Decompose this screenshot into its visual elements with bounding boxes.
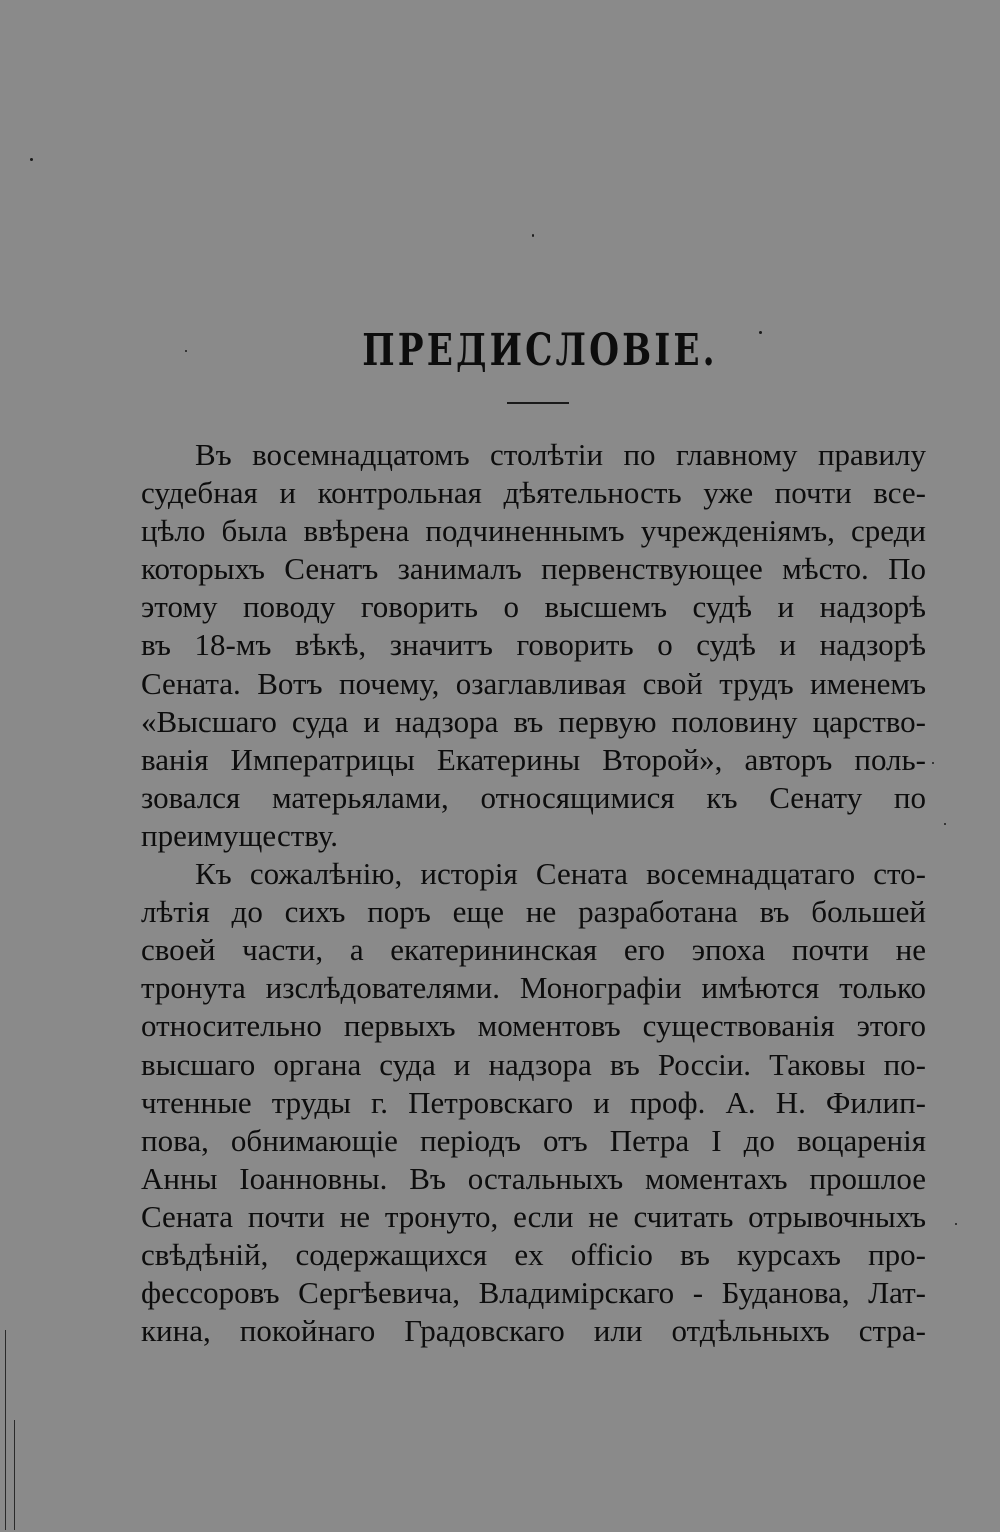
scan-speck — [944, 823, 946, 825]
text-line: свѣдѣній, содержащихся ex officio въ курсахъ про- — [141, 1236, 926, 1272]
text-line: пова, обнимающіе періодъ отъ Петра I до воцаренія — [141, 1122, 926, 1158]
text-line: своей части, а екатерининская его эпоха почти не — [141, 932, 926, 968]
text-line: кина, покойнаго Градовскаго или отдѣльныхъ стра- — [141, 1313, 926, 1349]
text-line: «Высшаго суда и надзора въ первую половину царство- — [141, 703, 926, 739]
text-line: тронута изслѣдователями. Монографіи имѣются только — [141, 970, 926, 1006]
text-line: Сената. Вотъ почему, озаглавливая свой трудъ именемъ — [141, 665, 926, 701]
paragraph-2 — [141, 855, 926, 1350]
text-line: Анны Іоанновны. Въ остальныхъ моментахъ прошлое — [141, 1160, 926, 1196]
text-line: высшаго органа суда и надзора въ Россіи. Таковы по- — [141, 1046, 926, 1082]
paragraph-1 — [141, 436, 926, 855]
text-line: фессоровъ Сергѣевича, Владимірскаго - Буданова, Лат- — [141, 1275, 926, 1311]
scan-edge-mark — [5, 1330, 6, 1530]
text-line: этому поводу говорить о высшемъ судѣ и надзорѣ — [141, 589, 926, 625]
text-line: Въ восемнадцатомъ столѣтіи по главному правилу — [195, 437, 926, 472]
scan-speck — [185, 350, 187, 352]
text-line: въ 18-мъ вѣкѣ, значитъ говорить о судѣ и надзорѣ — [141, 627, 926, 663]
text-line: чтенные труды г. Петровскаго и проф. А. Н. Филип- — [141, 1084, 926, 1120]
scan-edge-mark — [14, 1420, 15, 1530]
text-line: зовался матерьялами, относящимися къ Сенату по — [141, 779, 926, 815]
text-line: относительно первыхъ моментовъ существованія этого — [141, 1008, 926, 1044]
text-line: Сената почти не тронуто, если не считать отрывочныхъ — [141, 1198, 926, 1234]
scan-speck — [759, 331, 762, 334]
scan-speck — [532, 234, 534, 237]
title-divider — [507, 402, 569, 404]
text-line: ванія Императрицы Екатерины Второй», авторъ поль- — [141, 741, 926, 777]
scan-speck — [30, 158, 33, 161]
text-line: цѣло была ввѣрена подчиненнымъ учрежденіямъ, среди — [141, 513, 926, 549]
page-title: ПРЕДИСЛОВІЕ. — [362, 325, 718, 376]
text-line: которыхъ Сенатъ занималъ первенствующее мѣсто. По — [141, 551, 926, 587]
scan-speck — [932, 762, 934, 764]
scan-speck — [955, 1223, 957, 1225]
text-line: судебная и контрольная дѣятельность уже почти все- — [141, 475, 926, 511]
text-line: лѣтія до сихъ поръ еще не разработана въ большей — [141, 894, 926, 930]
text-line: преимуществу. — [141, 817, 338, 853]
text-line: Къ сожалѣнію, исторія Сената восемнадцатаго сто- — [195, 856, 926, 892]
body-text — [141, 436, 926, 1350]
